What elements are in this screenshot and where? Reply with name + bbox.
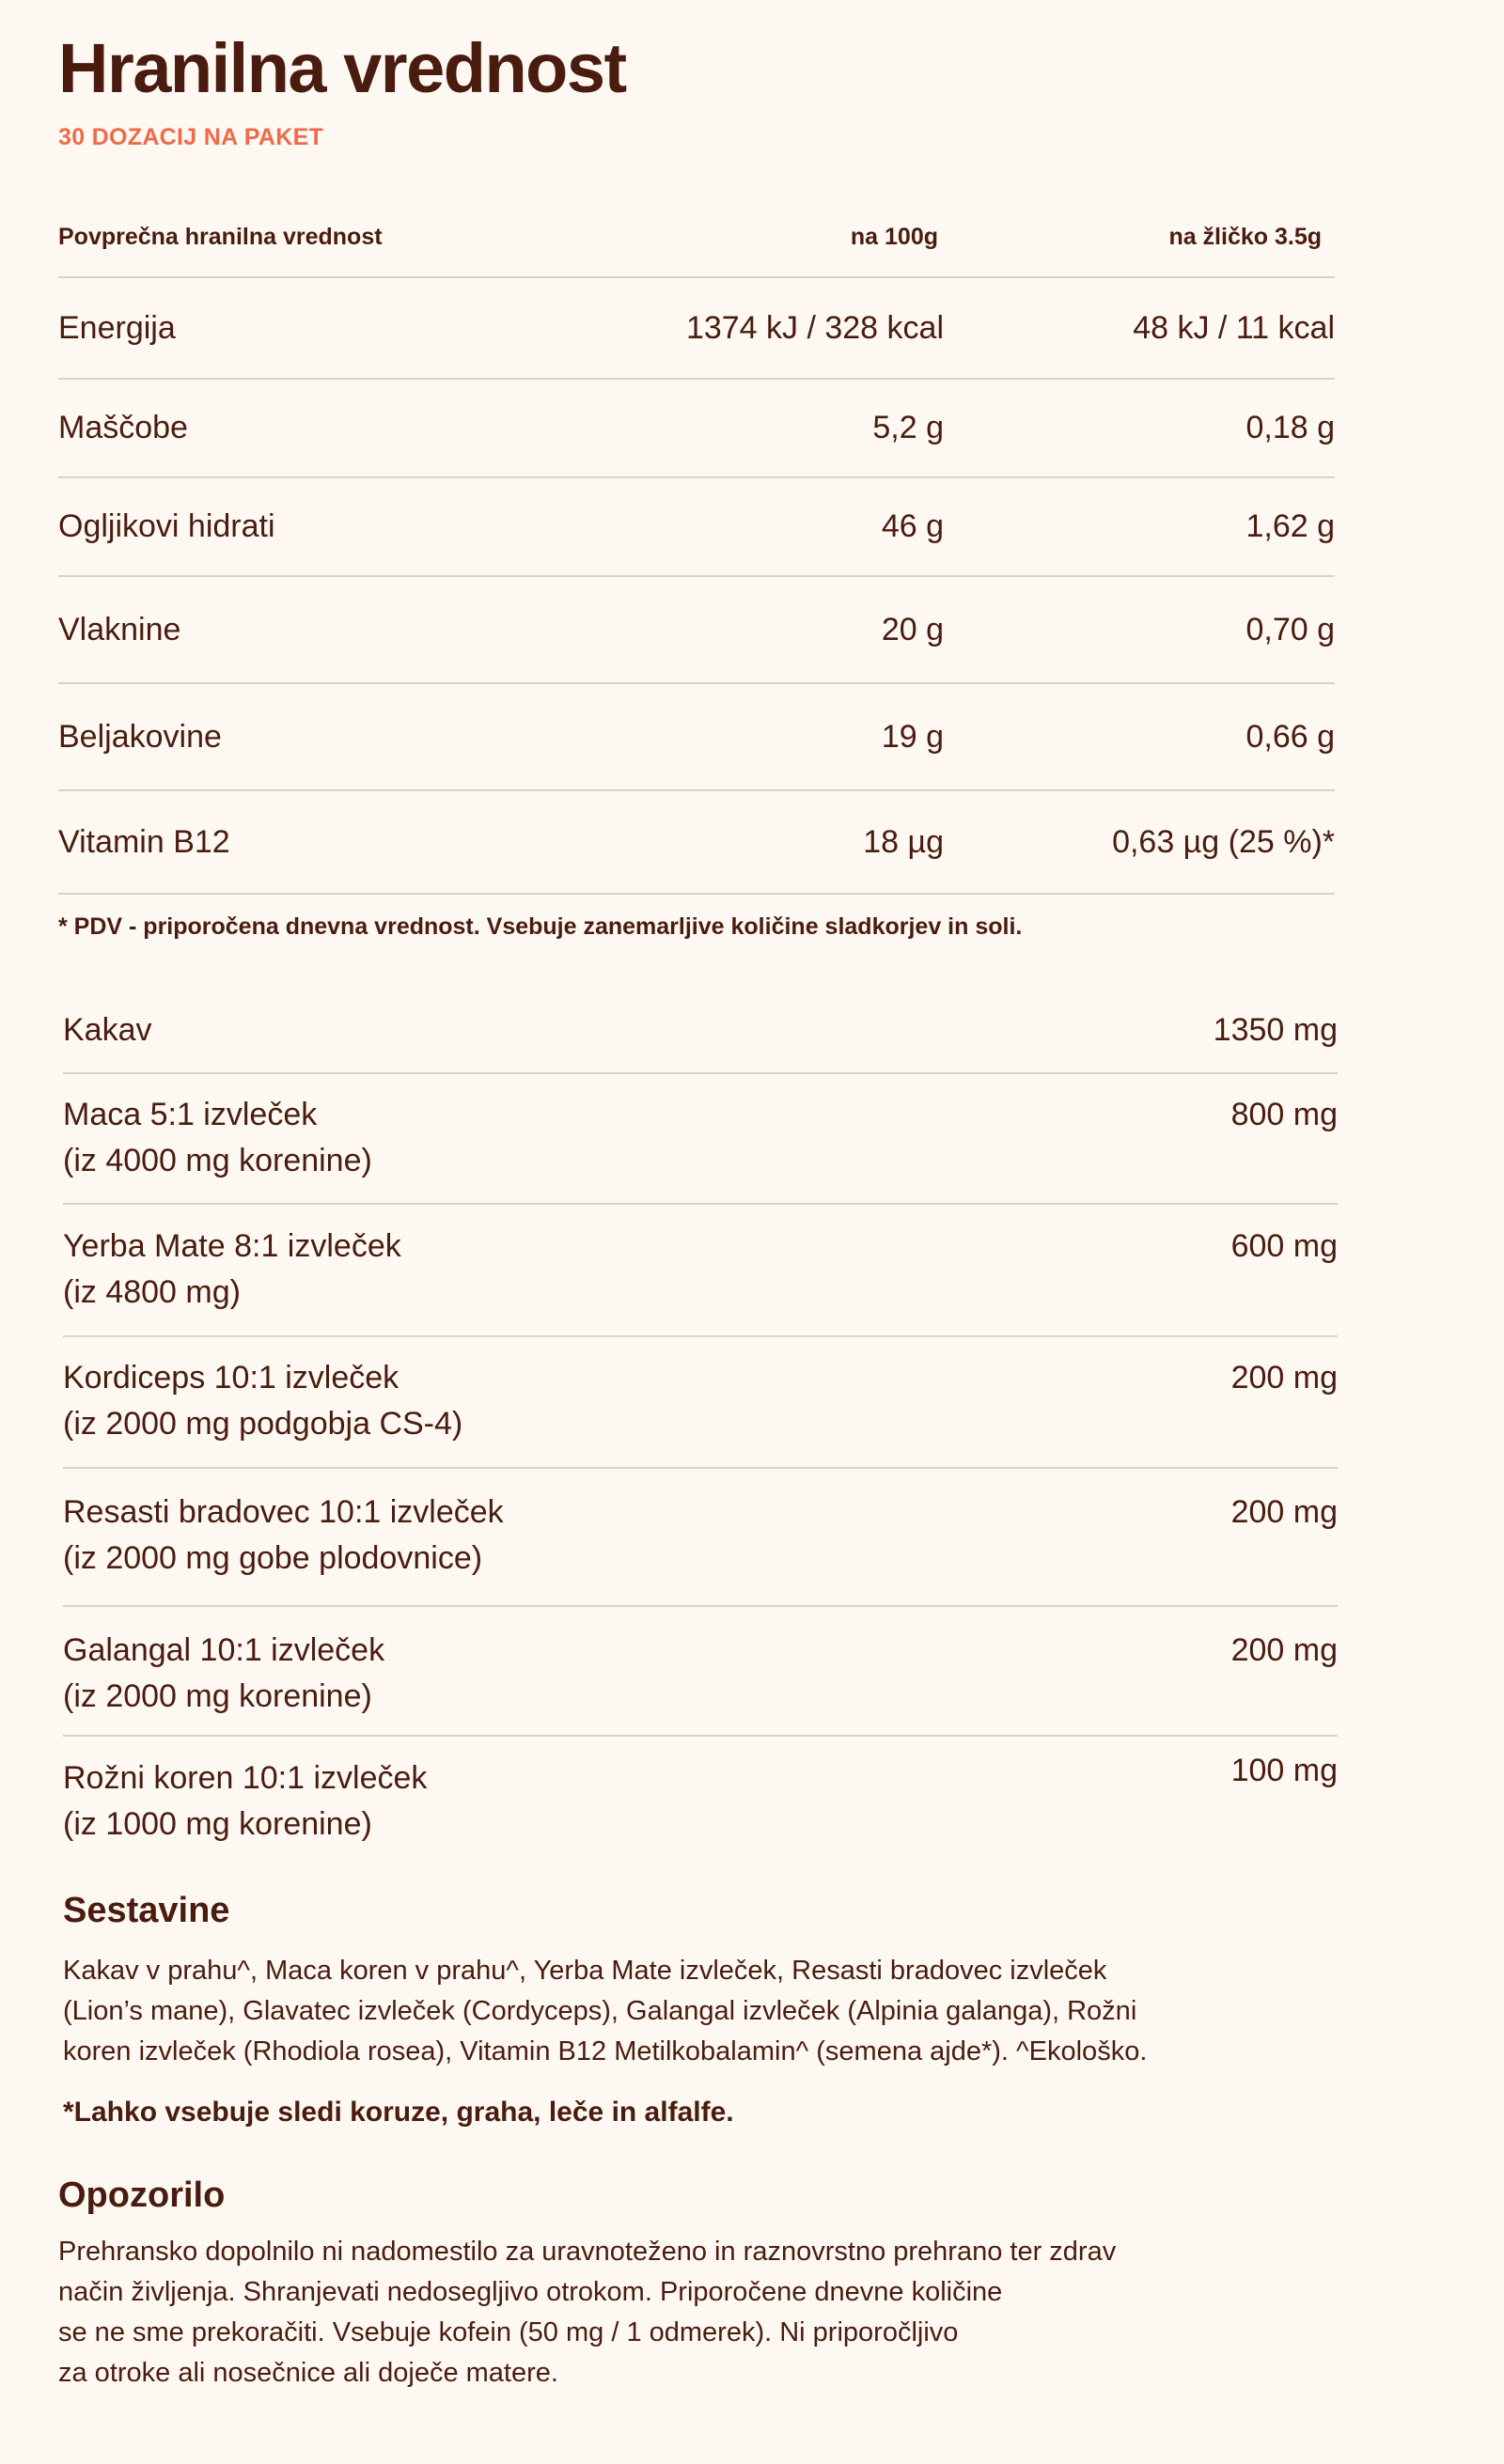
table-row — [63, 1337, 1338, 1469]
table-row — [63, 1469, 1338, 1607]
nutrient-per-100g: 5,2 g — [872, 410, 944, 445]
table-row — [58, 380, 1335, 478]
nutrient-name: Ogljikovi hidrati — [58, 508, 275, 544]
table-row — [63, 1607, 1338, 1737]
nutrition-table — [58, 197, 1335, 895]
opozorilo-line: Prehransko dopolnilo ni nadomestilo za uravnoteženo in raznovrstno prehrano ter zdrav — [58, 2237, 1117, 2267]
nutrient-per-100g: 19 g — [881, 718, 944, 755]
ingredient-detail: (iz 2000 mg podgobja CS-4) — [63, 1406, 463, 1442]
nutrient-per-100g: 1374 kJ / 328 kcal — [685, 309, 944, 346]
nutrient-per-serving: 0,18 g — [1246, 410, 1335, 445]
opozorilo-heading: Opozorilo — [58, 2175, 226, 2215]
opozorilo-text — [58, 2232, 1116, 2394]
table-row — [58, 577, 1335, 684]
sestavine-text — [63, 1951, 1147, 2072]
page-title: Hranilna vrednost — [58, 29, 626, 107]
sestavine-line: Kakav v prahu^, Maca koren v prahu^, Yerba Mate izvleček, Resasti bradovec izvleček — [63, 1956, 1107, 1986]
servings-subtitle: 30 DOZACIJ NA PAKET — [58, 124, 324, 150]
ingredient-detail: (iz 1000 mg korenine) — [63, 1806, 372, 1842]
nutrient-name: Maščobe — [58, 410, 188, 445]
nutrient-name: Vitamin B12 — [58, 823, 230, 860]
nutrient-name: Energija — [58, 309, 176, 346]
ingredient-amounts-table — [63, 996, 1338, 1868]
sestavine-heading: Sestavine — [63, 1891, 230, 1930]
opozorilo-line: za otroke ali nosečnice ali doječe matere. — [58, 2358, 558, 2388]
ingredient-detail: (iz 4000 mg korenine) — [63, 1143, 372, 1178]
table-row — [58, 791, 1335, 895]
sestavine-line: koren izvleček (Rhodiola rosea), Vitamin B12 Metilkobalamin^ (semena ajde*). ^Ekološko. — [63, 2036, 1148, 2066]
nutrient-per-serving: 0,66 g — [1246, 718, 1335, 755]
table-row — [58, 684, 1335, 791]
nutrient-per-100g: 20 g — [881, 611, 944, 647]
nutrient-per-100g: 46 g — [881, 508, 944, 544]
ingredient-amount: 800 mg — [1230, 1097, 1338, 1132]
ingredient-detail: (iz 2000 mg korenine) — [63, 1678, 372, 1714]
ingredient-name: Resasti bradovec 10:1 izvleček — [63, 1494, 504, 1530]
pdv-footnote: * PDV - priporočena dnevna vrednost. Vsebuje zanemarljive količine sladkorjev in soli. — [58, 913, 1023, 940]
ingredient-amount: 100 mg — [1230, 1753, 1338, 1788]
nutrient-name: Vlaknine — [58, 611, 181, 647]
table-row — [63, 1074, 1338, 1205]
nutrient-per-serving: 0,70 g — [1246, 611, 1335, 647]
ingredient-name: Kakav — [63, 1012, 152, 1048]
ingredient-amount: 1350 mg — [1213, 1012, 1338, 1048]
table-row — [63, 996, 1338, 1074]
ingredient-detail: (iz 4800 mg) — [63, 1274, 241, 1310]
opozorilo-line: se ne sme prekoračiti. Vsebuje kofein (50 mg / 1 odmerek). Ni priporočljivo — [58, 2317, 959, 2347]
table-row — [63, 1205, 1338, 1337]
ingredient-name: Kordiceps 10:1 izvleček — [63, 1360, 400, 1396]
allergen-note: *Lahko vsebuje sledi koruze, graha, leče in alfalfe. — [63, 2097, 734, 2128]
ingredient-name: Galangal 10:1 izvleček — [63, 1632, 385, 1668]
column-header-per-serving: na žličko 3.5g — [1168, 223, 1322, 250]
ingredient-amount: 200 mg — [1230, 1494, 1338, 1530]
ingredient-detail: (iz 2000 mg gobe plodovnice) — [63, 1540, 483, 1576]
nutrient-per-100g: 18 µg — [863, 823, 944, 860]
column-header-name: Povprečna hranilna vrednost — [58, 223, 383, 250]
column-header-per-100g: na 100g — [850, 223, 938, 250]
table-row — [63, 1737, 1338, 1868]
ingredient-amount: 200 mg — [1230, 1632, 1338, 1668]
sestavine-line: (Lion’s mane), Glavatec izvleček (Cordyceps), Galangal izvleček (Alpinia galanga), Rožni — [63, 1996, 1137, 2026]
nutrition-table-header — [58, 197, 1335, 278]
ingredient-amount: 200 mg — [1230, 1360, 1338, 1396]
ingredient-name: Yerba Mate 8:1 izvleček — [63, 1228, 401, 1264]
table-row — [58, 478, 1335, 577]
ingredient-name: Rožni koren 10:1 izvleček — [63, 1760, 428, 1796]
ingredient-amount: 600 mg — [1230, 1228, 1338, 1264]
ingredient-name: Maca 5:1 izvleček — [63, 1097, 318, 1132]
nutrient-name: Beljakovine — [58, 718, 222, 755]
nutrient-per-serving: 1,62 g — [1246, 508, 1335, 544]
table-row — [58, 278, 1335, 380]
nutrient-per-serving: 48 kJ / 11 kcal — [1133, 309, 1335, 346]
nutrient-per-serving: 0,63 µg (25 %)* — [1112, 823, 1335, 860]
opozorilo-line: način življenja. Shranjevati nedosegljivo otrokom. Priporočene dnevne količine — [58, 2277, 1003, 2307]
